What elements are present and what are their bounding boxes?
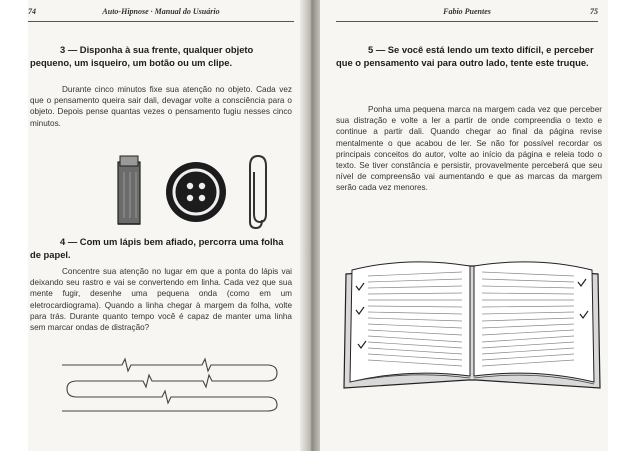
running-title: Auto-Hipnose · Manual do Usuário xyxy=(102,7,220,16)
running-title: Fabio Puentes xyxy=(443,7,491,16)
paperclip-illustration xyxy=(250,156,266,228)
running-head-right xyxy=(336,7,598,22)
running-head-left xyxy=(28,7,294,22)
section-3-heading: 3 — Disponha à sua frente, qualquer objeto pequeno, um isqueiro, um botão ou um clipe. xyxy=(30,44,254,68)
section-4-heading: 4 — Com um lápis bem afiado, percorra uma folha de papel. xyxy=(30,236,284,260)
section-5-heading: 5 — Se você está lendo um texto difícil, e perceber que o pensamento vai para outro lado, tente este truque. xyxy=(336,44,594,68)
distraction-line-illustration xyxy=(62,355,282,415)
section-3-body: Durante cinco minutos fixe sua atenção no objeto. Cada vez que o pensamento queira sair dali, devagar volte a consciência para o objeto. Depois pense quantas vezes o pensamento fugiu nesses cinco minutos. xyxy=(30,85,292,128)
lighter-illustration xyxy=(118,156,140,224)
page-number: 75 xyxy=(590,7,598,16)
right-page xyxy=(320,0,608,451)
button-illustration xyxy=(166,162,226,222)
open-book-illustration xyxy=(338,252,606,402)
page-number: 74 xyxy=(28,7,36,16)
left-page xyxy=(28,0,304,451)
objects-illustration xyxy=(78,152,278,232)
book-gutter xyxy=(300,0,322,451)
section-5-body: Ponha uma pequena marca na margem cada vez que perceber sua distração e volte a ler a partir de onde compreendia o texto e continue a partir dali. Quando chegar ao final da página revise mentalmente o que acabou de ler. Se não for possível recordar os principais conceitos do autor, volte ao início da página e releia todo o texto. Se tiver constância e persistir, provavelmente perceberá que seu nível de compreensão vai aumentando e que as marcas da margem serão cada vez menores. xyxy=(336,105,602,193)
section-4-body: Concentre sua atenção no lugar em que a ponta do lápis vai deixando seu rastro e vai se convertendo em linha. Cada vez que sua mente fugir, desenhe uma pequena onda (como em um eletrocardiograma). Quando a linha chegar à margem da folha, volte para trás. Durante quanto tempo você é capaz de manter uma linha sem marcar ondas de distração? xyxy=(30,267,292,333)
